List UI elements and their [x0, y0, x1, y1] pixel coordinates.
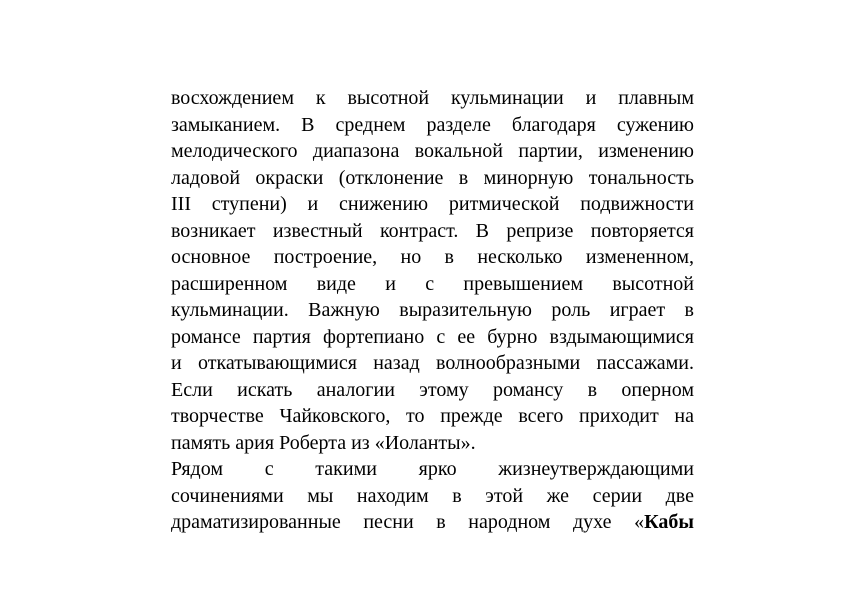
text-line: мелодического диапазона вокальной партии, изменению	[171, 140, 694, 162]
text-line: ладовой окраски (отклонение в минорную тональность	[171, 166, 694, 189]
text-line: кульминации. Важную выразительную роль играет в	[171, 299, 694, 321]
text-line: Рядом с такими ярко жизнеутверждающими	[171, 458, 694, 480]
song-title-bold: Кабы	[644, 511, 694, 533]
text-line: возникает известный контраст. В репризе повторяется	[171, 219, 694, 242]
text-line: расширенном виде и с превышением высотной	[171, 272, 694, 295]
text-line: замыканием. В среднем разделе благодаря сужению	[171, 113, 694, 136]
text-line: III ступени) и снижению ритмической подвижности	[171, 193, 694, 215]
text-line: и откатывающимися назад волнообразными пассажами.	[171, 352, 694, 374]
final-line-text: драматизированные песни в народном духе «	[171, 511, 645, 533]
document-body-text	[171, 85, 694, 536]
text-line: восхождением к высотной кульминации и плавным	[171, 87, 694, 109]
text-line: романсе партия фортепиано с ее бурно вздымающимися	[171, 325, 694, 348]
text-line: сочинениями мы находим в этой же серии две	[171, 484, 694, 507]
text-line-final	[171, 509, 694, 536]
text-line: творчестве Чайковского, то прежде всего приходит на	[171, 405, 694, 427]
paragraph-end-line: память ария Роберта из «Иоланты».	[171, 431, 476, 454]
text-line: основное построение, но в несколько измененном,	[171, 246, 694, 268]
text-line: Если искать аналогии этому романсу в оперном	[171, 378, 694, 401]
